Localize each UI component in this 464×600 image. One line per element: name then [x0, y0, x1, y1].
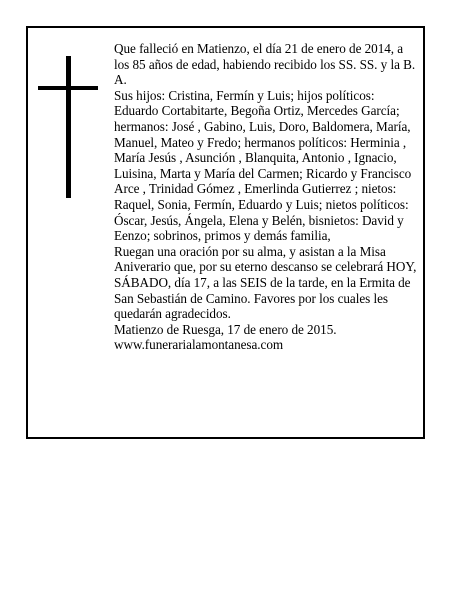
cross-vertical-bar [66, 56, 71, 198]
mass-invitation: Ruegan una oración por su alma, y asistan a la Misa Aniverario que, por su eterno descanso se celebrará HOY, SÁBADO, día 17, a las SEIS de la tarde, en la Ermita de San Sebastián de Camino. Favores por los cuales les quedarán agradecidos. [114, 243, 417, 322]
funeral-home-url: www.funerarialamontanesa.com [114, 337, 284, 353]
cross-horizontal-bar [38, 86, 98, 90]
death-announcement: Que falleció en Matienzo, el día 21 de enero de 2014, a los 85 años de edad, habiendo recibido los SS. SS. y la B. A. [114, 41, 416, 88]
notice-text [114, 41, 420, 353]
place-date: Matienzo de Ruesga, 17 de enero de 2015. [114, 321, 337, 337]
obituary-notice [26, 26, 425, 439]
family-list: Sus hijos: Cristina, Fermín y Luis; hijos políticos: Eduardo Cortabitarte, Begoña Ortiz, Mercedes García; hermanos: José , Gabino, Luis, Doro, Baldomera, María, Manuel, Mateo y Fredo; hermanos políticos: Herminia , María Jesús , Asunción , Blanquita, Antonio , Ignacio, Luisina, Marta y María del Carmen; Ricardo y Francisco Arce , Trinidad Gómez , Emerlinda Gutierrez ; nietos: Raquel, Sonia, Fermín, Eduardo y Luis; nietos políticos: Óscar, Jesús, Ángela, Elena y Belén, bisnietos: David y Eenzo; sobrinos, primos y demás familia, [114, 87, 412, 244]
